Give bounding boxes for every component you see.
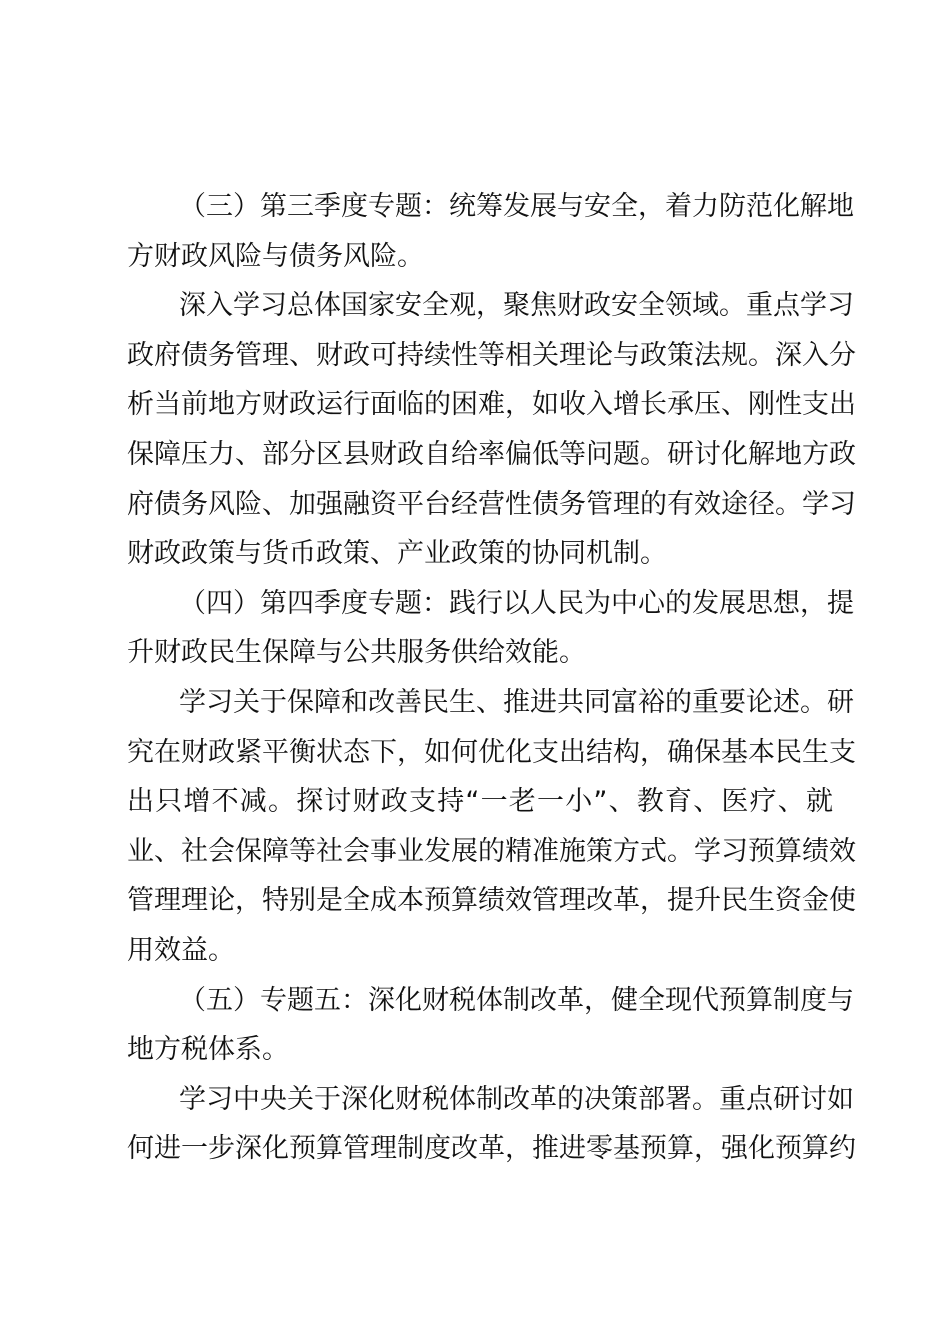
text-line: 升财政民生保障与公共服务供给效能。	[127, 637, 586, 669]
heading-q4	[127, 579, 854, 678]
text-line: 保障压力、部分区县财政自给率偏低等问题。研讨化解地方政	[127, 438, 856, 470]
text-line: 出只增不减。探讨财政支持“一老一小”、教育、医疗、就	[127, 786, 833, 818]
text-line: 府债务风险、加强融资平台经营性债务管理的有效途径。学习	[127, 488, 856, 520]
text-line: 业、社会保障等社会事业发展的精准施策方式。学习预算绩效	[127, 835, 856, 867]
paragraph-q4-body	[127, 678, 856, 976]
heading-q3	[127, 182, 854, 281]
text-line: 财政政策与货币政策、产业政策的协同机制。	[127, 538, 667, 570]
text-line: （五）专题五：深化财税体制改革，健全现代预算制度与	[179, 984, 854, 1016]
text-line: 学习关于保障和改善民生、推进共同富裕的重要论述。研	[179, 686, 854, 718]
text-line: 用效益。	[127, 934, 235, 966]
text-line: 学习中央关于深化财税体制改革的决策部署。重点研讨如	[179, 1083, 854, 1115]
paragraph-q3-body	[127, 281, 856, 579]
text-line: 深入学习总体国家安全观，聚焦财政安全领域。重点学习	[179, 290, 854, 322]
text-line: 究在财政紧平衡状态下，如何优化支出结构，确保基本民生支	[127, 736, 856, 768]
heading-topic5	[127, 976, 854, 1075]
text-line: 政府债务管理、财政可持续性等相关理论与政策法规。深入分	[127, 339, 856, 371]
text-line: 地方税体系。	[127, 1034, 289, 1066]
text-line: 方财政风险与债务风险。	[127, 240, 424, 272]
text-line: （四）第四季度专题：践行以人民为中心的发展思想，提	[179, 587, 854, 619]
text-line: 析当前地方财政运行面临的困难，如收入增长承压、刚性支出	[127, 389, 856, 421]
text-line: 何进一步深化预算管理制度改革，推进零基预算，强化预算约	[127, 1133, 856, 1165]
text-line: （三）第三季度专题：统筹发展与安全，着力防范化解地	[179, 191, 854, 222]
document-page	[127, 182, 856, 1174]
paragraph-topic5-body	[127, 1075, 856, 1174]
text-line: 管理理论，特别是全成本预算绩效管理改革，提升民生资金使	[127, 885, 856, 917]
